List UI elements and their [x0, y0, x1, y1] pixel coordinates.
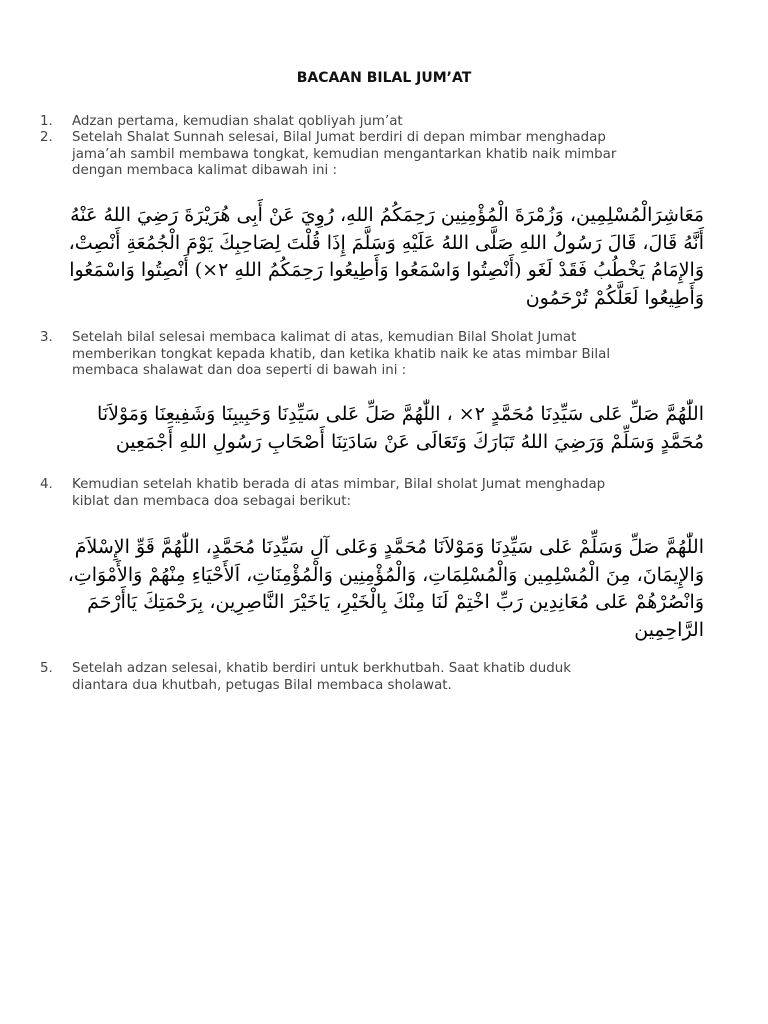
arabic-line: أَنَّهُ قَالَ، قَالَ رَسُولُ اللهِ صَلَّى اللهُ عَلَيْهِ وَسَلَّمَ إِذَا قُلْتَ لِصَاحِبِكَ يَوْمَ الْجُمُعَةِ أَنْصِتْ، — [68, 231, 704, 254]
document-title: BACAAN BILAL JUM’AT — [296, 70, 472, 86]
arabic-line: اللّٰهُمَّ صَلِّ وَسَلِّمْ عَلى سَيِّدِنَا وَمَوْلاَنَا مُحَمَّدٍ وَعَلى آلِ سَيِّدِنَا مُحَمَّدٍ، اللّٰهُمَّ قَوِّ الإِسْلاَمَ — [74, 536, 704, 558]
arabic-doa — [67, 534, 704, 644]
list-number: 3. — [40, 330, 53, 345]
arabic-line: وَانْصُرْهُمْ عَلى مُعَانِدِين رَبِّ اخْتِمْ لَنَا مِنْكَ بِالْخَيْرِ، يَاخَيْرَ النَّاصِرِين، بِرَحْمَتِكَ يَاأَرْحَمَ — [87, 591, 704, 613]
list-number: 5. — [40, 661, 53, 676]
arabic-line: وَالإِيمَانَ، مِنَ الْمُسْلِمِين وَالْمُسْلِمَاتِ، وَالْمُؤْمِنِين وَالْمُؤْمِنَاتِ، اَلأَحْيَاءِ مِنْهُمْ وَالأَمْوَاتِ، — [67, 563, 704, 586]
arabic-line: اللّٰهُمَّ صَلِّ عَلى سَيِّدِنَا مُحَمَّدٍ ٢× ، اللّٰهُمَّ صَلِّ عَلى سَيِّدِنَا وَحَبِيبِنَا وَشَفِيعِنَا وَمَوْلاَنَا — [97, 403, 704, 425]
list-text: Adzan pertama, kemudian shalat qobliyah jum’at — [72, 114, 403, 129]
arabic-line: مَعَاشِرَالْمُسْلِمِين، وَزُمْرَةَ الْمُؤْمِنِين رَحِمَكُمُ اللهِ، رُوِيَ عَنْ أَبِى هُرَيْرَةَ رَضِيَ اللهُ عَنْهُ — [70, 204, 704, 226]
arabic-line: وَأَطِيعُوا لَعَلَّكُمْ تُرْحَمُون — [525, 286, 704, 309]
list-text: Setelah Shalat Sunnah selesai, Bilal Jumat berdiri di depan mimbar menghadap jama’ah sambil membawa tongkat, kemudian mengantarkan khatib naik mimbar dengan membaca kalimat dibawah ini : — [72, 130, 617, 178]
arabic-line: وَالإِمَامُ يَخْطُبُ فَقَدْ لَغَو (أَنْصِتُوا وَاسْمَعُوا وَأَطِيعُوا رَحِمَكُمُ اللهِ ٢×) أَنْصِتُوا وَاسْمَعُوا — [69, 259, 704, 281]
arabic-line: الرَّاحِمِين — [634, 618, 704, 641]
list-number: 4. — [40, 477, 53, 492]
arabic-shalawat — [90, 401, 704, 456]
list-number: 1. — [40, 114, 53, 129]
list-text: Kemudian setelah khatib berada di atas mimbar, Bilal sholat Jumat menghadap kiblat dan membaca doa sebagai berikut: — [72, 477, 606, 509]
arabic-passage — [68, 202, 704, 312]
list-number: 2. — [40, 130, 53, 145]
arabic-line: مُحَمَّدٍ وَسَلِّمْ وَرَضِيَ اللهُ تَبَارَكَ وَتَعَالَى عَنْ سَادَتِنَا أَصْحَابِ رَسُولِ اللهِ أَجْمَعِين — [115, 430, 704, 453]
list-text: Setelah adzan selesai, khatib berdiri untuk berkhutbah. Saat khatib duduk diantara dua khutbah, petugas Bilal membaca sholawat. — [72, 661, 572, 693]
list-text: Setelah bilal selesai membaca kalimat di atas, kemudian Bilal Sholat Jumat memberikan tongkat kepada khatib, dan ketika khatib naik ke atas mimbar Bilal membaca shalawat dan doa seperti di bawah ini : — [72, 330, 611, 378]
